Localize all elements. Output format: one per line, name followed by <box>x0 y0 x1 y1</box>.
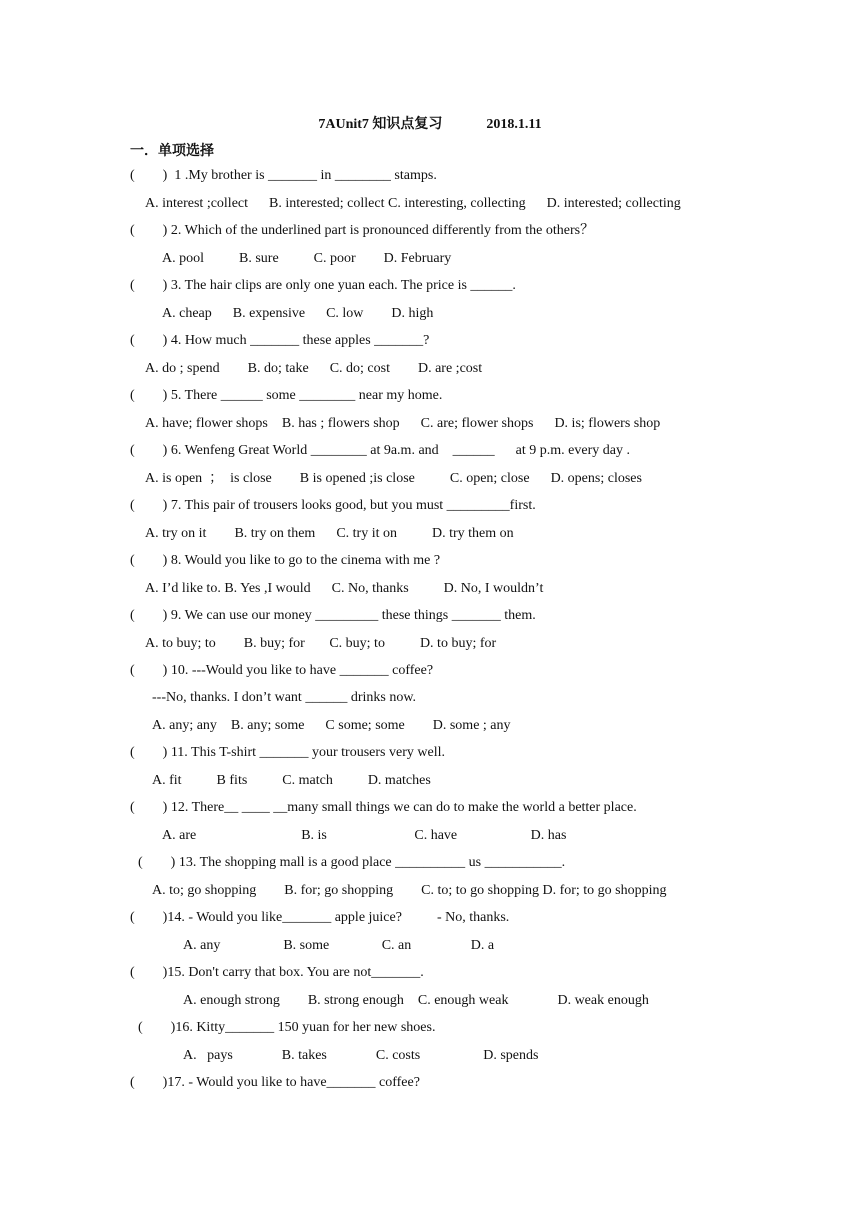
title-date: 2018.1.11 <box>486 117 542 132</box>
section-heading: 一．单项选择 <box>130 144 214 159</box>
document-title <box>0 113 860 133</box>
options-line: A. have; flower shops B. has ; flowers shop C. are; flower shops D. is; flowers shop <box>145 416 661 431</box>
options-line: A. do ; spend B. do; take C. do; cost D. are ;cost <box>145 361 483 376</box>
options-line: A. enough strong B. strong enough C. enough weak D. weak enough <box>183 993 649 1008</box>
options-line: A. any B. some C. an D. a <box>183 938 495 953</box>
question-line: ( ) 13. The shopping mall is a good place __________ us ___________. <box>138 855 566 870</box>
question-line: ( ) 4. How much _______ these apples _______? <box>130 333 430 348</box>
question-line: ( )15. Don't carry that box. You are not_______. <box>130 965 424 980</box>
question-line: ( ) 9. We can use our money _________ these things _______ them. <box>130 608 536 623</box>
question-line: ( ) 5. There ______ some ________ near my home. <box>130 388 443 403</box>
title-text: 7AUnit7 知识点复习 <box>318 117 443 132</box>
options-line: A. is open ； is close B is opened ;is close C. open; close D. opens; closes <box>145 471 642 486</box>
options-line: A. cheap B. expensive C. low D. high <box>162 306 434 321</box>
options-line: A. interest ;collect B. interested; collect C. interesting, collecting D. interested; collecting <box>145 196 681 211</box>
question-line: ( ) 11. This T-shirt _______ your trousers very well. <box>130 745 445 760</box>
question-line: ( ) 6. Wenfeng Great World ________ at 9a.m. and ______ at 9 p.m. every day . <box>130 443 630 458</box>
options-line: A. pays B. takes C. costs D. spends <box>183 1048 539 1063</box>
options-line: A. to; go shopping B. for; go shopping C. to; to go shopping D. for; to go shopping <box>152 883 667 898</box>
question-line: ( )16. Kitty_______ 150 yuan for her new shoes. <box>138 1020 436 1035</box>
question-line: ( ) 2. Which of the underlined part is pronounced differently from the others？ <box>130 223 595 238</box>
question-line: ( )14. - Would you like_______ apple juice? - No, thanks. <box>130 910 510 925</box>
options-line: A. any; any B. any; some C some; some D. some ; any <box>152 718 511 733</box>
question-line: ( )17. - Would you like to have_______ coffee? <box>130 1075 420 1090</box>
question-line: ( ) 3. The hair clips are only one yuan each. The price is ______. <box>130 278 516 293</box>
question-line: ( ) 10. ---Would you like to have _______ coffee? <box>130 663 434 678</box>
question-line: ( ) 8. Would you like to go to the cinema with me ? <box>130 553 441 568</box>
question-line: ---No, thanks. I don’t want ______ drinks now. <box>152 690 417 705</box>
options-line: A. fit B fits C. match D. matches <box>152 773 431 788</box>
options-line: A. are B. is C. have D. has <box>162 828 567 843</box>
question-line: ( ) 12. There__ ____ __many small things we can do to make the world a better place. <box>130 800 637 815</box>
options-line: A. try on it B. try on them C. try it on D. try them on <box>145 526 514 541</box>
options-line: A. pool B. sure C. poor D. February <box>162 251 452 266</box>
question-line: ( ) 1 .My brother is _______ in ________ stamps. <box>130 168 437 183</box>
options-line: A. I’d like to. B. Yes ,I would C. No, thanks D. No, I wouldn’t <box>145 581 544 596</box>
options-line: A. to buy; to B. buy; for C. buy; to D. to buy; for <box>145 636 497 651</box>
question-line: ( ) 7. This pair of trousers looks good, but you must _________first. <box>130 498 536 513</box>
